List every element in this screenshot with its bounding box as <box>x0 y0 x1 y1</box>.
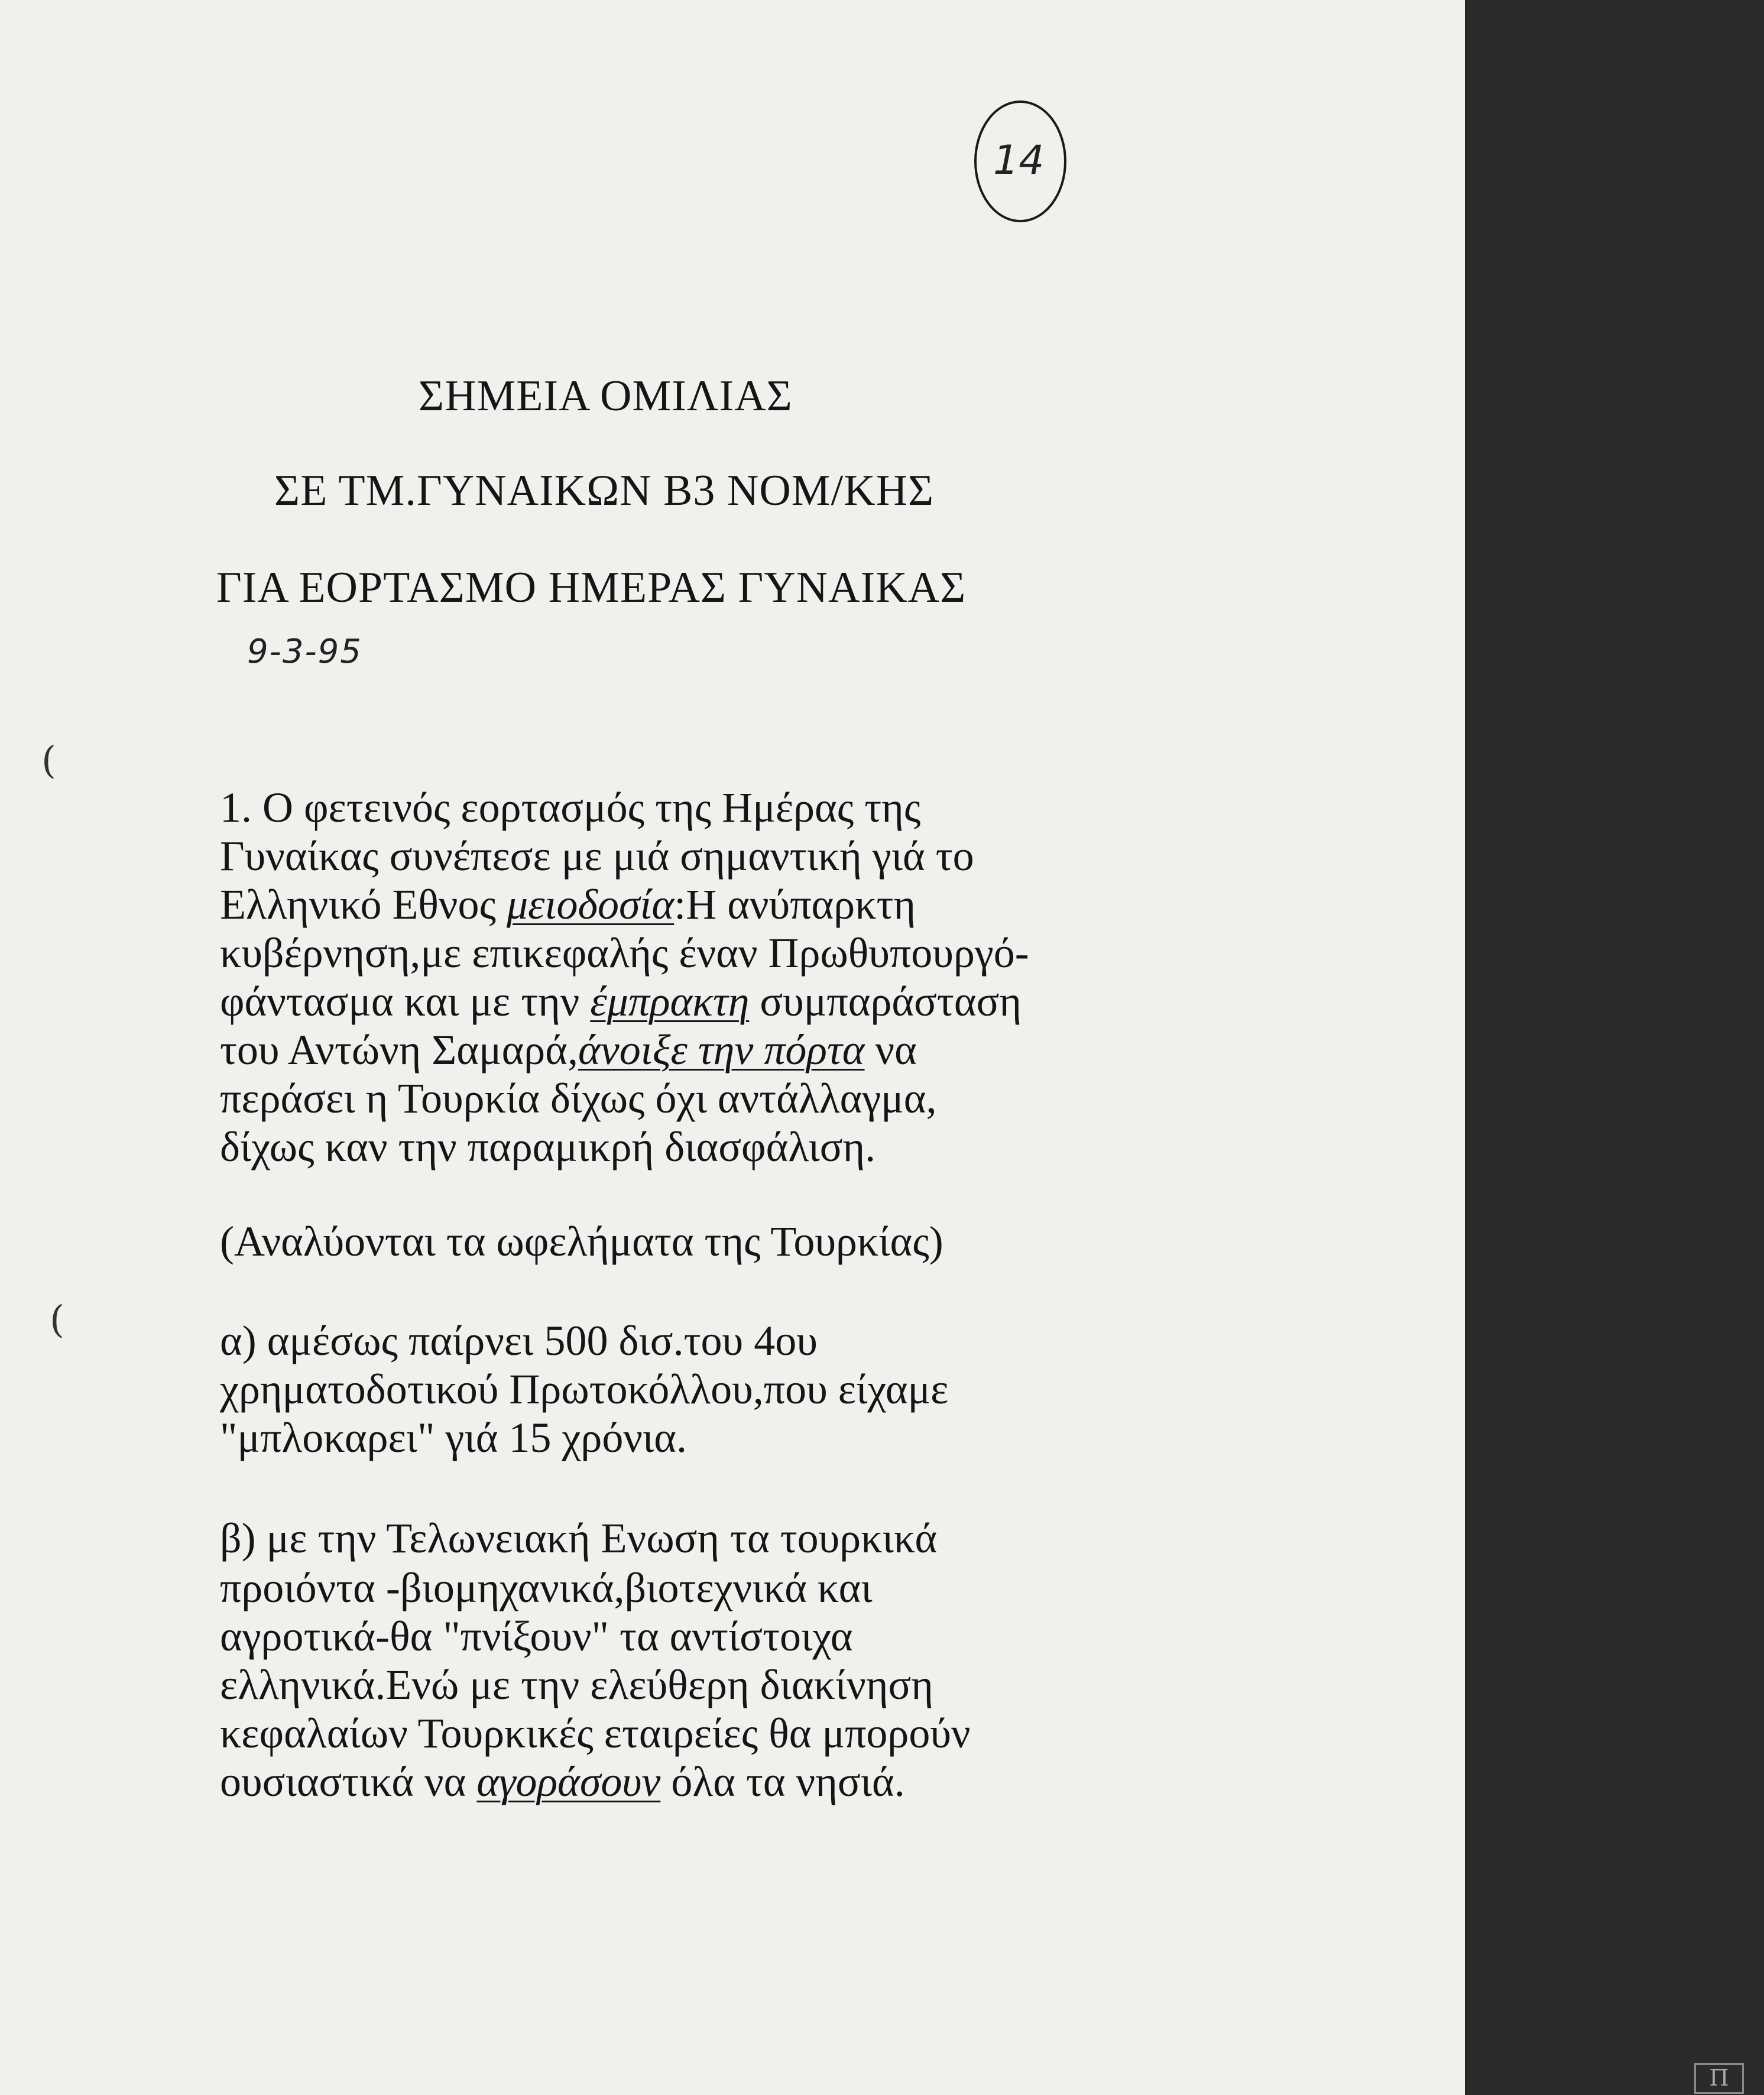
paragraph-line: Ελληνικό Εθνος μειοδοσία:Η ανύπαρκτη <box>220 881 916 928</box>
paragraph-line: φάντασμα και με την έμπρακτη συμπαράσταση <box>220 978 1022 1025</box>
underlined-phrase: μειοδοσία <box>506 881 675 928</box>
archive-logo: Π <box>1694 2063 1744 2094</box>
underlined-phrase: έμπρακτη <box>590 978 750 1025</box>
paragraph-line: 1. Ο φετεινός εορτασμός της Ημέρας της <box>220 784 921 831</box>
item-b-line: κεφαλαίων Τουρκικές εταιρείες θα μπορούν <box>220 1710 971 1757</box>
page-number: 14 <box>993 137 1045 184</box>
paragraph-line: δίχως καν την παραμικρή διασφάλιση. <box>220 1123 876 1170</box>
underlined-phrase: άνοιξε την πόρτα <box>578 1026 865 1074</box>
title-line-1: ΣΗΜΕΙΑ ΟΜΙΛΙΑΣ <box>419 372 793 420</box>
underlined-phrase: αγοράσουν <box>476 1758 661 1805</box>
margin-mark: ( <box>50 1298 64 1342</box>
paragraph-line: του Αντώνη Σαμαρά,άνοιξε την πόρτα να <box>220 1026 917 1074</box>
handwritten-date: 9-3-95 <box>247 633 362 671</box>
paragraph-line: Γυναίκας συνέπεσε με μιά σημαντική γιά το <box>220 832 974 880</box>
item-a-line: "μπλοκαρει" γιά 15 χρόνια. <box>220 1414 687 1461</box>
item-b-line: ουσιαστικά να αγοράσουν όλα τα νησιά. <box>220 1758 905 1805</box>
note-line: (Αναλύονται τα ωφελήματα της Τουρκίας) <box>220 1218 943 1265</box>
margin-mark: ( <box>41 739 56 783</box>
item-b-line: β) με την Τελωνειακή Ενωση τα τουρκικά <box>220 1515 938 1562</box>
title-line-3: ΓΙΑ ΕΟΡΤΑΣΜΟ ΗΜΕΡΑΣ ΓΥΝΑΙΚΑΣ <box>216 563 967 612</box>
item-a-line: α) αμέσως παίρνει 500 δισ.του 4ου <box>220 1317 818 1364</box>
item-b-line: ελληνικά.Ενώ με την ελεύθερη διακίνηση <box>220 1661 933 1708</box>
item-a-line: χρηματοδοτικού Πρωτοκόλλου,που είχαμε <box>220 1366 949 1413</box>
title-line-2: ΣΕ ΤΜ.ΓΥΝΑΙΚΩΝ Β3 ΝΟΜ/ΚΗΣ <box>274 466 935 515</box>
item-b-line: προιόντα -βιομηχανικά,βιοτεχνικά και <box>220 1564 873 1611</box>
paragraph-line: κυβέρνηση,με επικεφαλής έναν Πρωθυπουργό- <box>220 929 1029 977</box>
paragraph-line: περάσει η Τουρκία δίχως όχι αντάλλαγμα, <box>220 1075 937 1122</box>
item-b-line: αγροτικά-θα "πνίξουν" τα αντίστοιχα <box>220 1613 853 1660</box>
